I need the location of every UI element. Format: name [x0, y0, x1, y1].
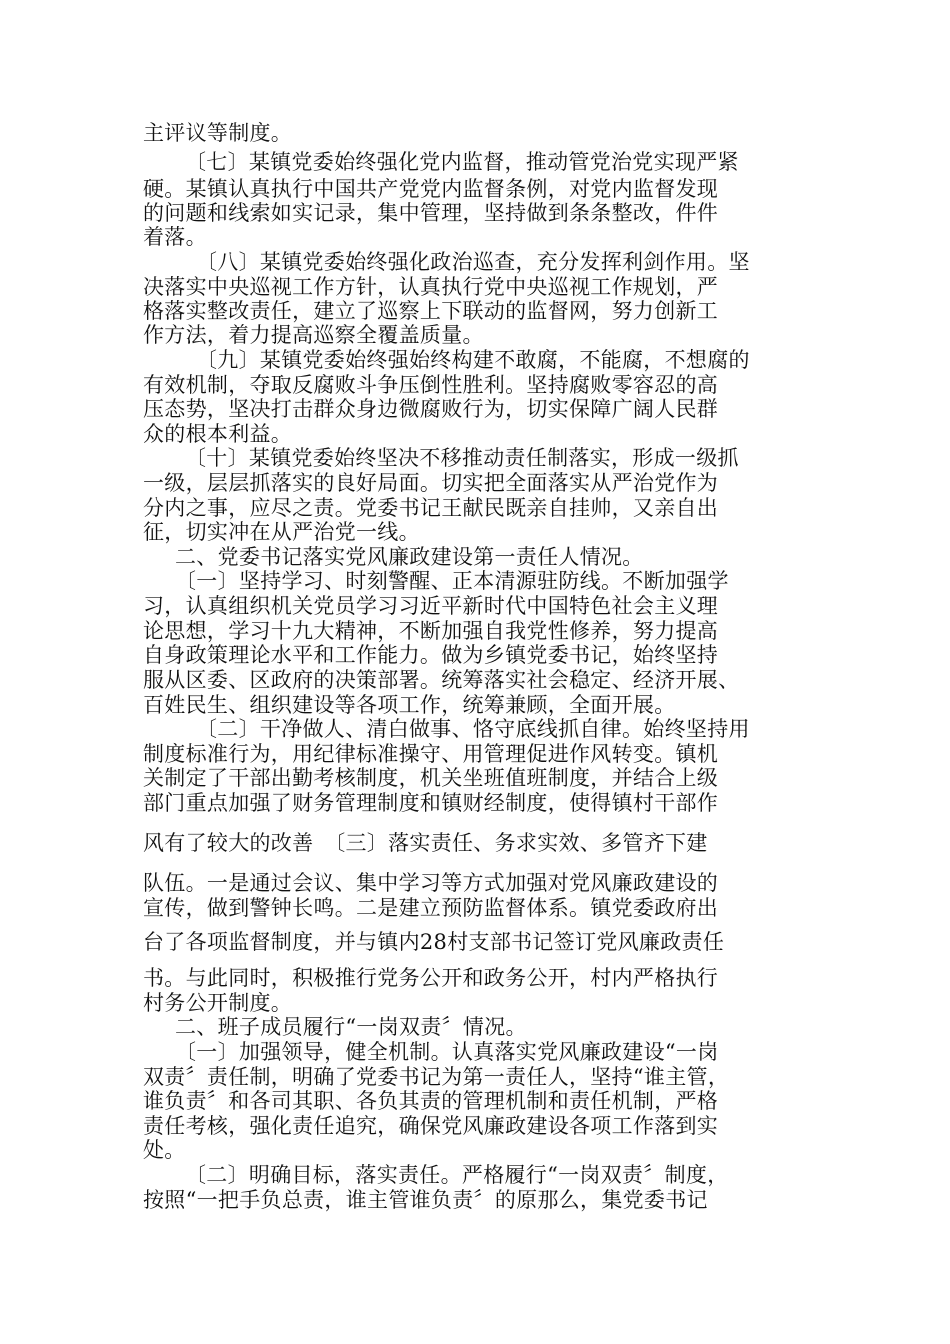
paragraph-line: 有效机制，夺取反腐败斗争压倒性胜利。坚持腐败零容忍的高	[143, 373, 719, 397]
paragraph-line: 队伍。一是通过会议、集中学习等方式加强对党风廉政建设的	[143, 871, 719, 895]
section-heading: 二、班子成员履行“一岗双责〞情况。	[175, 1015, 527, 1039]
paragraph-line: 论思想，学习十九大精神，不断加强自我党性修养，努力提高	[143, 619, 719, 643]
paragraph-line: 部门重点加强了财务管理制度和镇财经制度，使得镇村干部作	[143, 791, 719, 815]
paragraph-line: 关制定了干部出勤考核制度，机关坐班值班制度，并结合上级	[143, 766, 719, 790]
paragraph-line: 主评议等制度。	[143, 121, 293, 145]
paragraph-line: 习，认真组织机关党员学习习近平新时代中国特色社会主义理	[143, 594, 719, 618]
paragraph-line: 〔二〕明确目标，落实责任。严格履行“一岗双责〞制度，	[185, 1163, 729, 1187]
paragraph-line: 宣传，做到警钟长鸣。二是建立预防监督体系。镇党委政府出	[143, 896, 719, 920]
paragraph-line: 〔二〕干净做人、清白做事、恪守底线抓自律。始终坚持用	[196, 717, 750, 741]
paragraph-line: 制度标准行为，用纪律标准操守、用管理促进作风转变。镇机	[143, 742, 719, 766]
paragraph-line: 众的根本利益。	[143, 422, 293, 446]
paragraph-line: 的问题和线索如实记录，集中管理，坚持做到条条整改，件件	[143, 201, 719, 225]
paragraph-line: 分内之事，应尽之责。党委书记王献民既亲自挂帅，又亲自出	[143, 496, 719, 520]
paragraph-line: 压态势，坚决打击群众身边微腐败行为，切实保障广阔人民群	[143, 397, 719, 421]
paragraph-line: 自身政策理论水平和工作能力。做为乡镇党委书记，始终坚持	[143, 643, 719, 667]
paragraph-line: 谁负责〞和各司其职、各负其责的管理机制和责任机制，严格	[143, 1089, 719, 1113]
paragraph-line: 书。与此同时，积极推行党务公开和政务公开，村内严格执行	[143, 966, 719, 990]
paragraph-line: 〔一〕加强领导，健全机制。认真落实党风廉政建设“一岗	[175, 1040, 719, 1064]
paragraph-line: 一级，层层抓落实的良好局面。切实把全面落实从严治党作为	[143, 471, 719, 495]
paragraph-line: 征，切实冲在从严治党一线。	[143, 520, 420, 544]
paragraph-line: 百姓民生、组织建设等各项工作，统筹兼顾，全面开展。	[143, 693, 676, 717]
paragraph-line: 风有了较大的改善 〔三〕落实责任、务求实效、多管齐下建	[143, 831, 708, 855]
paragraph-line: 处。	[143, 1138, 186, 1162]
paragraph-line: 服从区委、区政府的决策部署。统筹落实社会稳定、经济开展、	[143, 668, 740, 692]
paragraph-line: 责任考核，强化责任追究，确保党风廉政建设各项工作落到实	[143, 1114, 719, 1138]
paragraph-line: 双责〞责任制，明确了党委书记为第一责任人，坚持“谁主管，	[143, 1065, 730, 1089]
paragraph-line: 〔八〕某镇党委始终强化政治巡查，充分发挥利剑作用。坚	[196, 250, 750, 274]
paragraph-line: 〔十〕某镇党委始终坚决不移推动责任制落实，形成一级抓	[185, 446, 739, 470]
paragraph-line: 〔七〕某镇党委始终强化党内监督，推动管党治党实现严紧	[185, 150, 739, 174]
paragraph-line: 村务公开制度。	[143, 991, 293, 1015]
paragraph-line: 〔一〕坚持学习、时刻警醒、正本清源驻防线。不断加强学	[175, 569, 729, 593]
paragraph-line: 着落。	[143, 225, 207, 249]
paragraph-line: 格落实整改责任，建立了巡察上下联动的监督网，努力创新工	[143, 299, 719, 323]
paragraph-line: 按照“一把手负总责，谁主管谁负责〞的原那么，集党委书记	[143, 1188, 708, 1212]
paragraph-line: 硬。某镇认真执行中国共产党党内监督条例，对党内监督发现	[143, 177, 719, 201]
paragraph-line: 作方法，着力提高巡察全覆盖质量。	[143, 323, 484, 347]
paragraph-line: 〔九〕某镇党委始终强始终构建不敢腐，不能腐，不想腐的	[196, 348, 750, 372]
section-heading: 二、党委书记落实党风廉政建设第一责任人情况。	[175, 545, 644, 569]
paragraph-line: 台了各项监督制度，并与镇内28村支部书记签订党风廉政责任	[143, 930, 725, 954]
paragraph-line: 决落实中央巡视工作方针，认真执行党中央巡视工作规划，严	[143, 275, 719, 299]
